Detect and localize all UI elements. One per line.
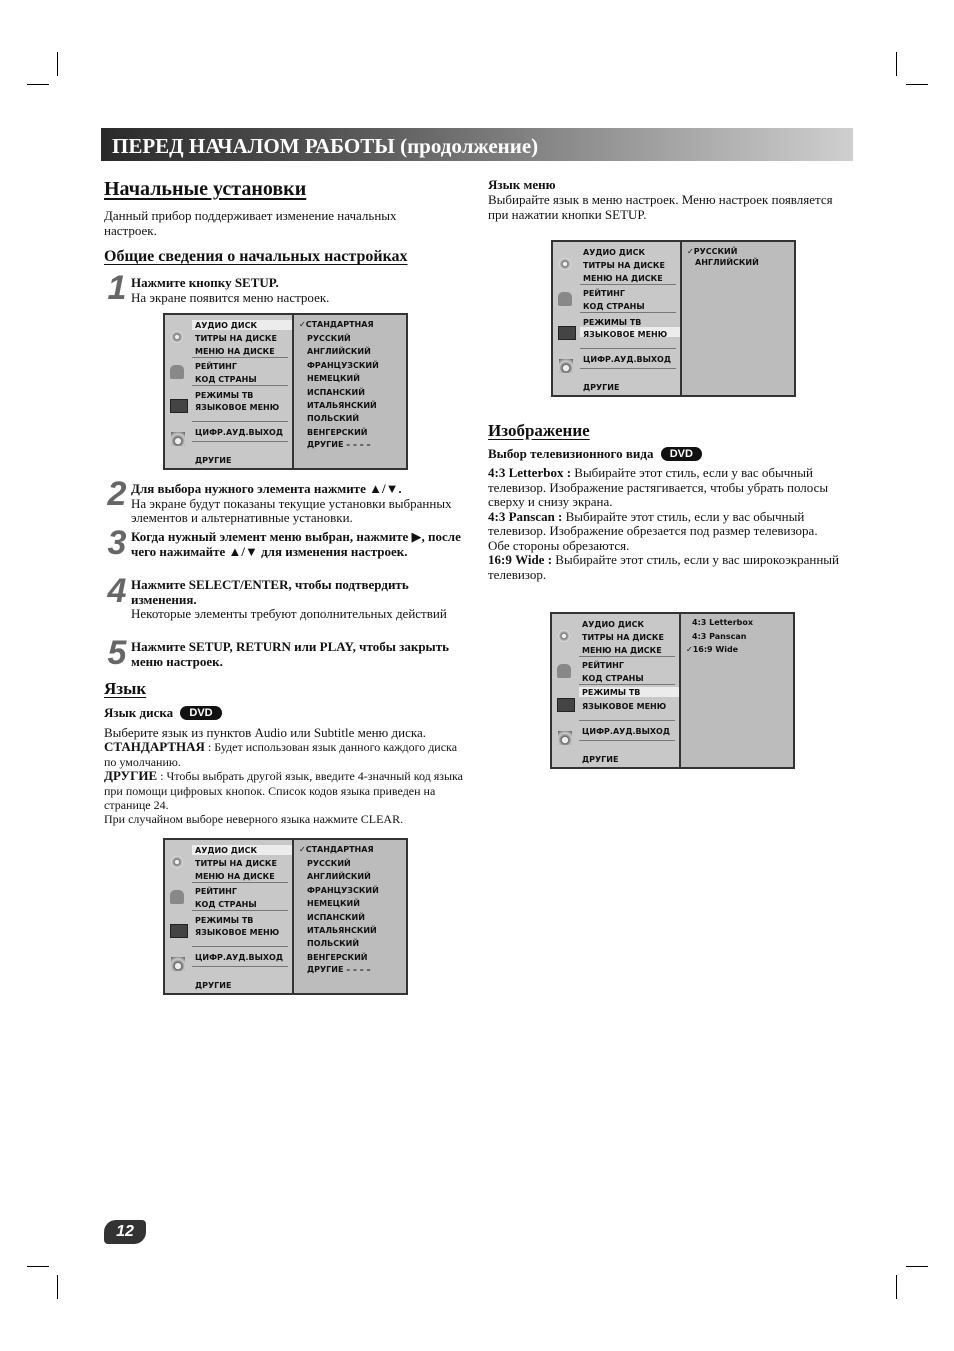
panscan-text2: Обе стороны обрезаются. <box>488 537 630 553</box>
menu-item: АУДИО ДИСК <box>195 846 257 855</box>
step-1-text: На экране появится меню настроек. <box>131 289 330 305</box>
intro-text: Данный прибор поддерживает изменение начальных настроек. <box>104 208 397 238</box>
menu-item: МЕНЮ НА ДИСКЕ <box>195 347 275 356</box>
letterbox-text: Выбирайте этот стиль, если у вас обычный телевизор. Изображение растягивается, чтобы убрать полосы сверху и снизу экрана. <box>488 465 829 509</box>
menu-item: ТИТРЫ НА ДИСКЕ <box>195 859 277 868</box>
option: ИСПАНСКИЙ <box>307 913 365 922</box>
other-paragraph <box>104 769 464 813</box>
option: РУССКИЙ <box>307 334 351 343</box>
option: АНГЛИЙСКИЙ <box>307 872 371 881</box>
option: 4:3 Letterbox <box>692 618 754 627</box>
disc-language-label <box>104 706 222 721</box>
menu-item: КОД СТРАНЫ <box>583 302 645 311</box>
menu-item: ЦИФР.АУД.ВЫХОД <box>195 428 283 437</box>
option: ИТАЛЬЯНСКИЙ <box>307 401 377 410</box>
option: АНГЛИЙСКИЙ <box>695 258 759 267</box>
tv-icon <box>558 326 576 340</box>
step-number: 4 <box>107 572 127 610</box>
option: ДРУГИЕ – – – – <box>307 965 371 974</box>
step-number: 3 <box>107 524 127 562</box>
panscan-text: Выбирайте этот стиль, если у вас обычный телевизор. Изображение обрезается под размер телевизора. <box>488 508 818 538</box>
disc-language-text1: Выберите язык из пунктов Audio или Subtitle меню диска. <box>104 725 426 740</box>
menu-item: РЕЖИМЫ ТВ <box>195 391 254 400</box>
tv-icon <box>170 924 188 938</box>
option: ИТАЛЬЯНСКИЙ <box>307 926 377 935</box>
menu-item: РЕЙТИНГ <box>195 887 237 896</box>
menu-item: МЕНЮ НА ДИСКЕ <box>583 274 663 283</box>
step-number: 1 <box>107 269 127 307</box>
other-label: ДРУГИЕ <box>104 768 158 783</box>
setup-menu-screen-menu-language <box>551 240 796 397</box>
option: ДРУГИЕ – – – – <box>307 440 371 449</box>
standard-paragraph <box>104 740 459 769</box>
option: ✓РУССКИЙ <box>687 247 738 256</box>
option: ИСПАНСКИЙ <box>307 388 365 397</box>
standard-text: : Будет использован язык данного каждого диска по умолчанию. <box>104 740 458 769</box>
step-4-bold: Нажмите SELECT/ENTER, чтобы подтвердить изменения. <box>131 577 409 607</box>
step-2 <box>131 482 466 526</box>
option: ПОЛЬСКИЙ <box>307 939 360 948</box>
speaker-icon <box>558 731 572 745</box>
menu-item: ТИТРЫ НА ДИСКЕ <box>195 334 277 343</box>
option: 4:3 Panscan <box>692 632 747 641</box>
tv-aspect-label <box>488 447 702 462</box>
menu-item: АУДИО ДИСК <box>582 620 644 629</box>
step-4 <box>131 578 451 622</box>
menu-item: КОД СТРАНЫ <box>582 674 644 683</box>
menu-item: ЯЗЫКОВОЕ МЕНЮ <box>195 403 280 412</box>
menu-item: КОД СТРАНЫ <box>195 375 257 384</box>
menu-item: РЕЙТИНГ <box>195 362 237 371</box>
menu-item: АУДИО ДИСК <box>195 321 257 330</box>
lock-icon <box>170 365 184 379</box>
subheading-general: Общие сведения о начальных настройках <box>104 248 408 265</box>
menu-item: ЯЗЫКОВОЕ МЕНЮ <box>583 330 668 339</box>
setup-menu-screen-audio-2 <box>163 838 408 995</box>
crop-mark <box>896 1275 897 1299</box>
menu-item: ЦИФР.АУД.ВЫХОД <box>582 727 670 736</box>
crop-mark <box>896 52 897 76</box>
panscan-label: 4:3 Panscan : <box>488 508 563 524</box>
tv-aspect-text: Выбор телевизионного вида <box>488 446 654 461</box>
step-2-bold: Для выбора нужного элемента нажмите ▲/▼. <box>131 481 402 496</box>
wide-text: Выбирайте этот стиль, если у вас широкоэкранный телевизор. <box>488 552 839 582</box>
tv-icon <box>170 399 188 413</box>
disc-language-text: Язык диска <box>104 705 174 720</box>
disc-icon <box>558 257 572 271</box>
lock-icon <box>557 664 571 678</box>
option: ПОЛЬСКИЙ <box>307 414 360 423</box>
heading-image: Изображение <box>488 421 590 440</box>
menu-item: РЕЙТИНГ <box>583 289 625 298</box>
menu-item: РЕЖИМЫ ТВ <box>583 318 642 327</box>
menu-item: РЕЖИМЫ ТВ <box>582 688 641 697</box>
letterbox-label: 4:3 Letterbox : <box>488 465 572 480</box>
tv-icon <box>557 698 575 712</box>
crop-mark <box>57 1275 58 1299</box>
speaker-icon <box>171 432 185 446</box>
step-3-bold: Когда нужный элемент меню выбран, нажмите ▶, после чего нажимайте ▲/▼ для изменения настроек. <box>131 529 461 559</box>
option: ВЕНГЕРСКИЙ <box>307 428 368 437</box>
option: НЕМЕЦКИЙ <box>307 374 360 383</box>
menu-item: КОД СТРАНЫ <box>195 900 257 909</box>
disc-icon <box>170 330 184 344</box>
menu-item: ТИТРЫ НА ДИСКЕ <box>582 633 664 642</box>
step-4-text: Некоторые элементы требуют дополнительных действий <box>131 606 447 621</box>
menu-item: АУДИО ДИСК <box>583 248 645 257</box>
menu-item: ЦИФР.АУД.ВЫХОД <box>195 953 283 962</box>
option: ФРАНЦУЗСКИЙ <box>307 886 379 895</box>
tv-aspect-description <box>488 466 850 582</box>
crop-mark <box>57 52 58 76</box>
setup-menu-screen-audio <box>163 313 408 470</box>
option: АНГЛИЙСКИЙ <box>307 347 371 356</box>
lock-icon <box>170 890 184 904</box>
disc-icon <box>557 629 571 643</box>
menu-item: ДРУГИЕ <box>582 755 619 764</box>
menu-item: МЕНЮ НА ДИСКЕ <box>195 872 275 881</box>
option: ✓16:9 Wide <box>686 645 739 654</box>
speaker-icon <box>171 957 185 971</box>
speaker-icon <box>559 359 573 373</box>
option: ✓СТАНДАРТНАЯ <box>299 320 374 329</box>
standard-label: СТАНДАРТНАЯ <box>104 739 205 754</box>
dvd-badge: DVD <box>180 706 221 720</box>
menu-item: ЯЗЫКОВОЕ МЕНЮ <box>195 928 280 937</box>
heading-language: Язык <box>104 679 147 698</box>
menu-item: ДРУГИЕ <box>195 456 232 465</box>
crop-mark <box>906 1266 928 1267</box>
menu-item: РЕЙТИНГ <box>582 661 624 670</box>
menu-item: МЕНЮ НА ДИСКЕ <box>582 646 662 655</box>
step-5-bold: Нажмите SETUP, RETURN или PLAY, чтобы закрыть меню настроек. <box>131 639 449 669</box>
option: ФРАНЦУЗСКИЙ <box>307 361 379 370</box>
menu-item: ЦИФР.АУД.ВЫХОД <box>583 355 671 364</box>
menu-item: ДРУГИЕ <box>195 981 232 990</box>
clear-text: При случайном выборе неверного языка нажмите CLEAR. <box>104 812 404 826</box>
option: ✓СТАНДАРТНАЯ <box>299 845 374 854</box>
crop-mark <box>27 1266 49 1267</box>
crop-mark <box>906 84 928 85</box>
page-title: ПЕРЕД НАЧАЛОМ РАБОТЫ (продолжение) <box>112 134 539 158</box>
page-number: 12 <box>104 1220 146 1244</box>
menu-language-label: Язык меню <box>488 177 556 192</box>
step-2-text: На экране будут показаны текущие установки выбранных элементов и альтернативные установки. <box>131 495 452 525</box>
step-1-bold: Нажмите кнопку SETUP. <box>131 275 279 290</box>
wide-label: 16:9 Wide : <box>488 552 553 567</box>
menu-item: ДРУГИЕ <box>583 383 620 392</box>
step-number: 2 <box>107 475 127 513</box>
option: ВЕНГЕРСКИЙ <box>307 953 368 962</box>
setup-menu-screen-tv-aspect <box>550 612 795 769</box>
menu-item: ЯЗЫКОВОЕ МЕНЮ <box>582 702 667 711</box>
crop-mark <box>27 84 49 85</box>
disc-icon <box>170 855 184 869</box>
lock-icon <box>558 292 572 306</box>
menu-item: РЕЖИМЫ ТВ <box>195 916 254 925</box>
step-number: 5 <box>107 634 127 672</box>
dvd-badge: DVD <box>661 447 702 461</box>
option: НЕМЕЦКИЙ <box>307 899 360 908</box>
menu-language-text: Выбирайте язык в меню настроек. Меню настроек появляется при нажатии кнопки SETUP. <box>488 192 833 222</box>
option: РУССКИЙ <box>307 859 351 868</box>
step-1 <box>131 276 461 305</box>
menu-item: ТИТРЫ НА ДИСКЕ <box>583 261 665 270</box>
heading-initial-settings: Начальные установки <box>104 178 307 200</box>
other-text: : Чтобы выбрать другой язык, введите 4-значный код языка при помощи цифровых кнопок. Список кодов языка приведен на странице 24. <box>104 769 464 812</box>
